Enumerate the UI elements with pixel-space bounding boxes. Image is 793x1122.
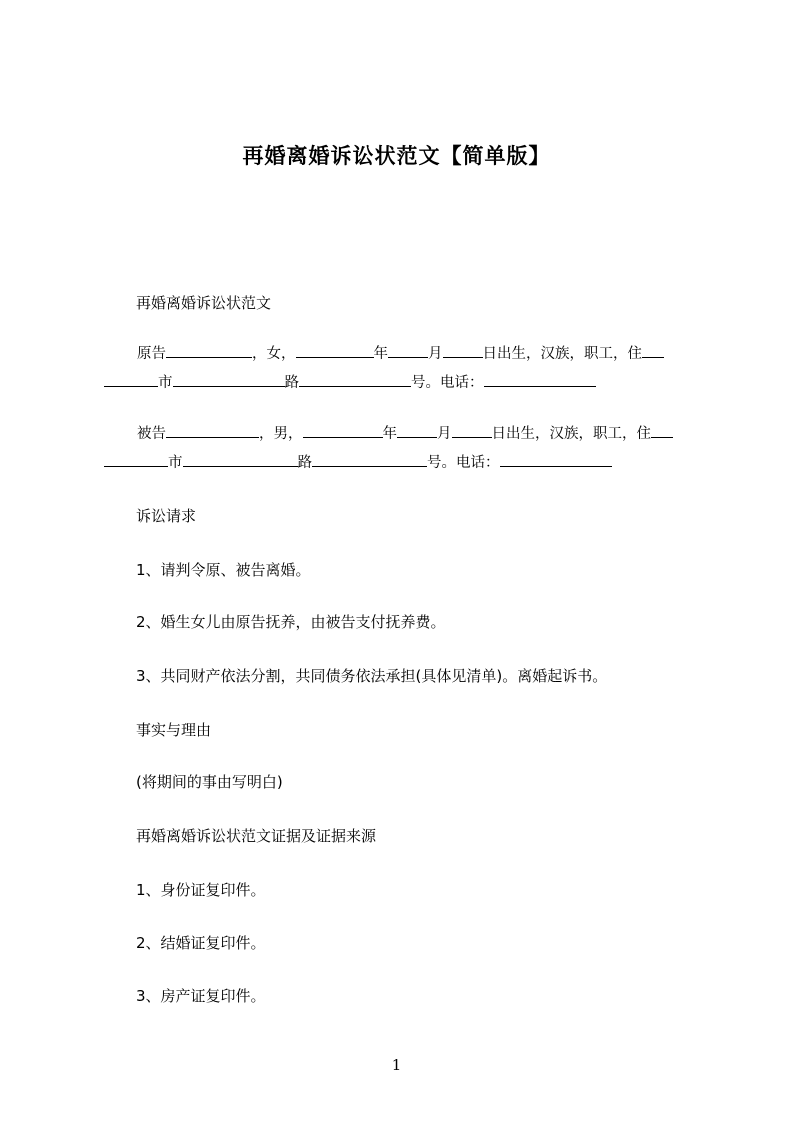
blank-line: [104, 452, 168, 467]
facts-heading: 事实与理由: [136, 721, 212, 739]
phone-label: 号。电话：: [411, 375, 484, 391]
blank-line: [397, 423, 437, 438]
blank-line: [166, 343, 252, 358]
blank-line: [166, 423, 259, 438]
year-label: 年: [373, 346, 388, 362]
birth-details: 日出生，汉族，职工，住: [482, 346, 642, 362]
city-label: 市: [168, 455, 183, 471]
blank-line: [296, 343, 374, 358]
claims-heading: 诉讼请求: [136, 507, 197, 525]
blank-line: [443, 343, 483, 358]
blank-line: [642, 343, 664, 358]
blank-line: [500, 452, 612, 467]
blank-line: [173, 372, 285, 387]
blank-line: [484, 372, 596, 387]
document-title: 再婚离婚诉讼状范文【简单版】: [242, 144, 551, 168]
road-label: 路: [284, 375, 299, 391]
claim-item: 1、请判令原、被告离婚。: [136, 561, 311, 579]
claim-item: 2、婚生女儿由原告抚养，由被告支付抚养费。: [136, 613, 446, 631]
defendant-label: 被告: [137, 426, 166, 442]
plaintiff-info: [104, 340, 704, 398]
blank-line: [651, 423, 673, 438]
evidence-item: 2、结婚证复印件。: [136, 934, 266, 952]
blank-line: [312, 452, 427, 467]
month-label: 月: [428, 346, 443, 362]
city-label: 市: [158, 375, 173, 391]
evidence-item: 1、身份证复印件。: [136, 881, 266, 899]
page-number: 1: [391, 1056, 402, 1074]
blank-line: [388, 343, 428, 358]
evidence-item: 3、房产证复印件。: [136, 987, 266, 1005]
evidence-heading: 再婚离婚诉讼状范文证据及证据来源: [136, 827, 377, 845]
blank-line: [104, 372, 158, 387]
blank-line: [303, 423, 383, 438]
plaintiff-label: 原告: [137, 346, 166, 362]
birth-details: 日出生，汉族，职工，住: [491, 426, 651, 442]
phone-label: 号。电话：: [427, 455, 500, 471]
defendant-info: [104, 420, 704, 478]
defendant-sex: ，男，: [259, 426, 303, 442]
section-heading: 再婚离婚诉讼状范文: [136, 294, 272, 312]
facts-note: (将期间的事由写明白): [136, 773, 283, 791]
claim-item: 3、共同财产依法分割，共同债务依法承担(具体见清单)。离婚起诉书。: [136, 667, 608, 685]
month-label: 月: [437, 426, 452, 442]
year-label: 年: [382, 426, 397, 442]
blank-line: [183, 452, 298, 467]
plaintiff-sex: ，女，: [252, 346, 296, 362]
road-label: 路: [297, 455, 312, 471]
blank-line: [452, 423, 492, 438]
blank-line: [299, 372, 411, 387]
